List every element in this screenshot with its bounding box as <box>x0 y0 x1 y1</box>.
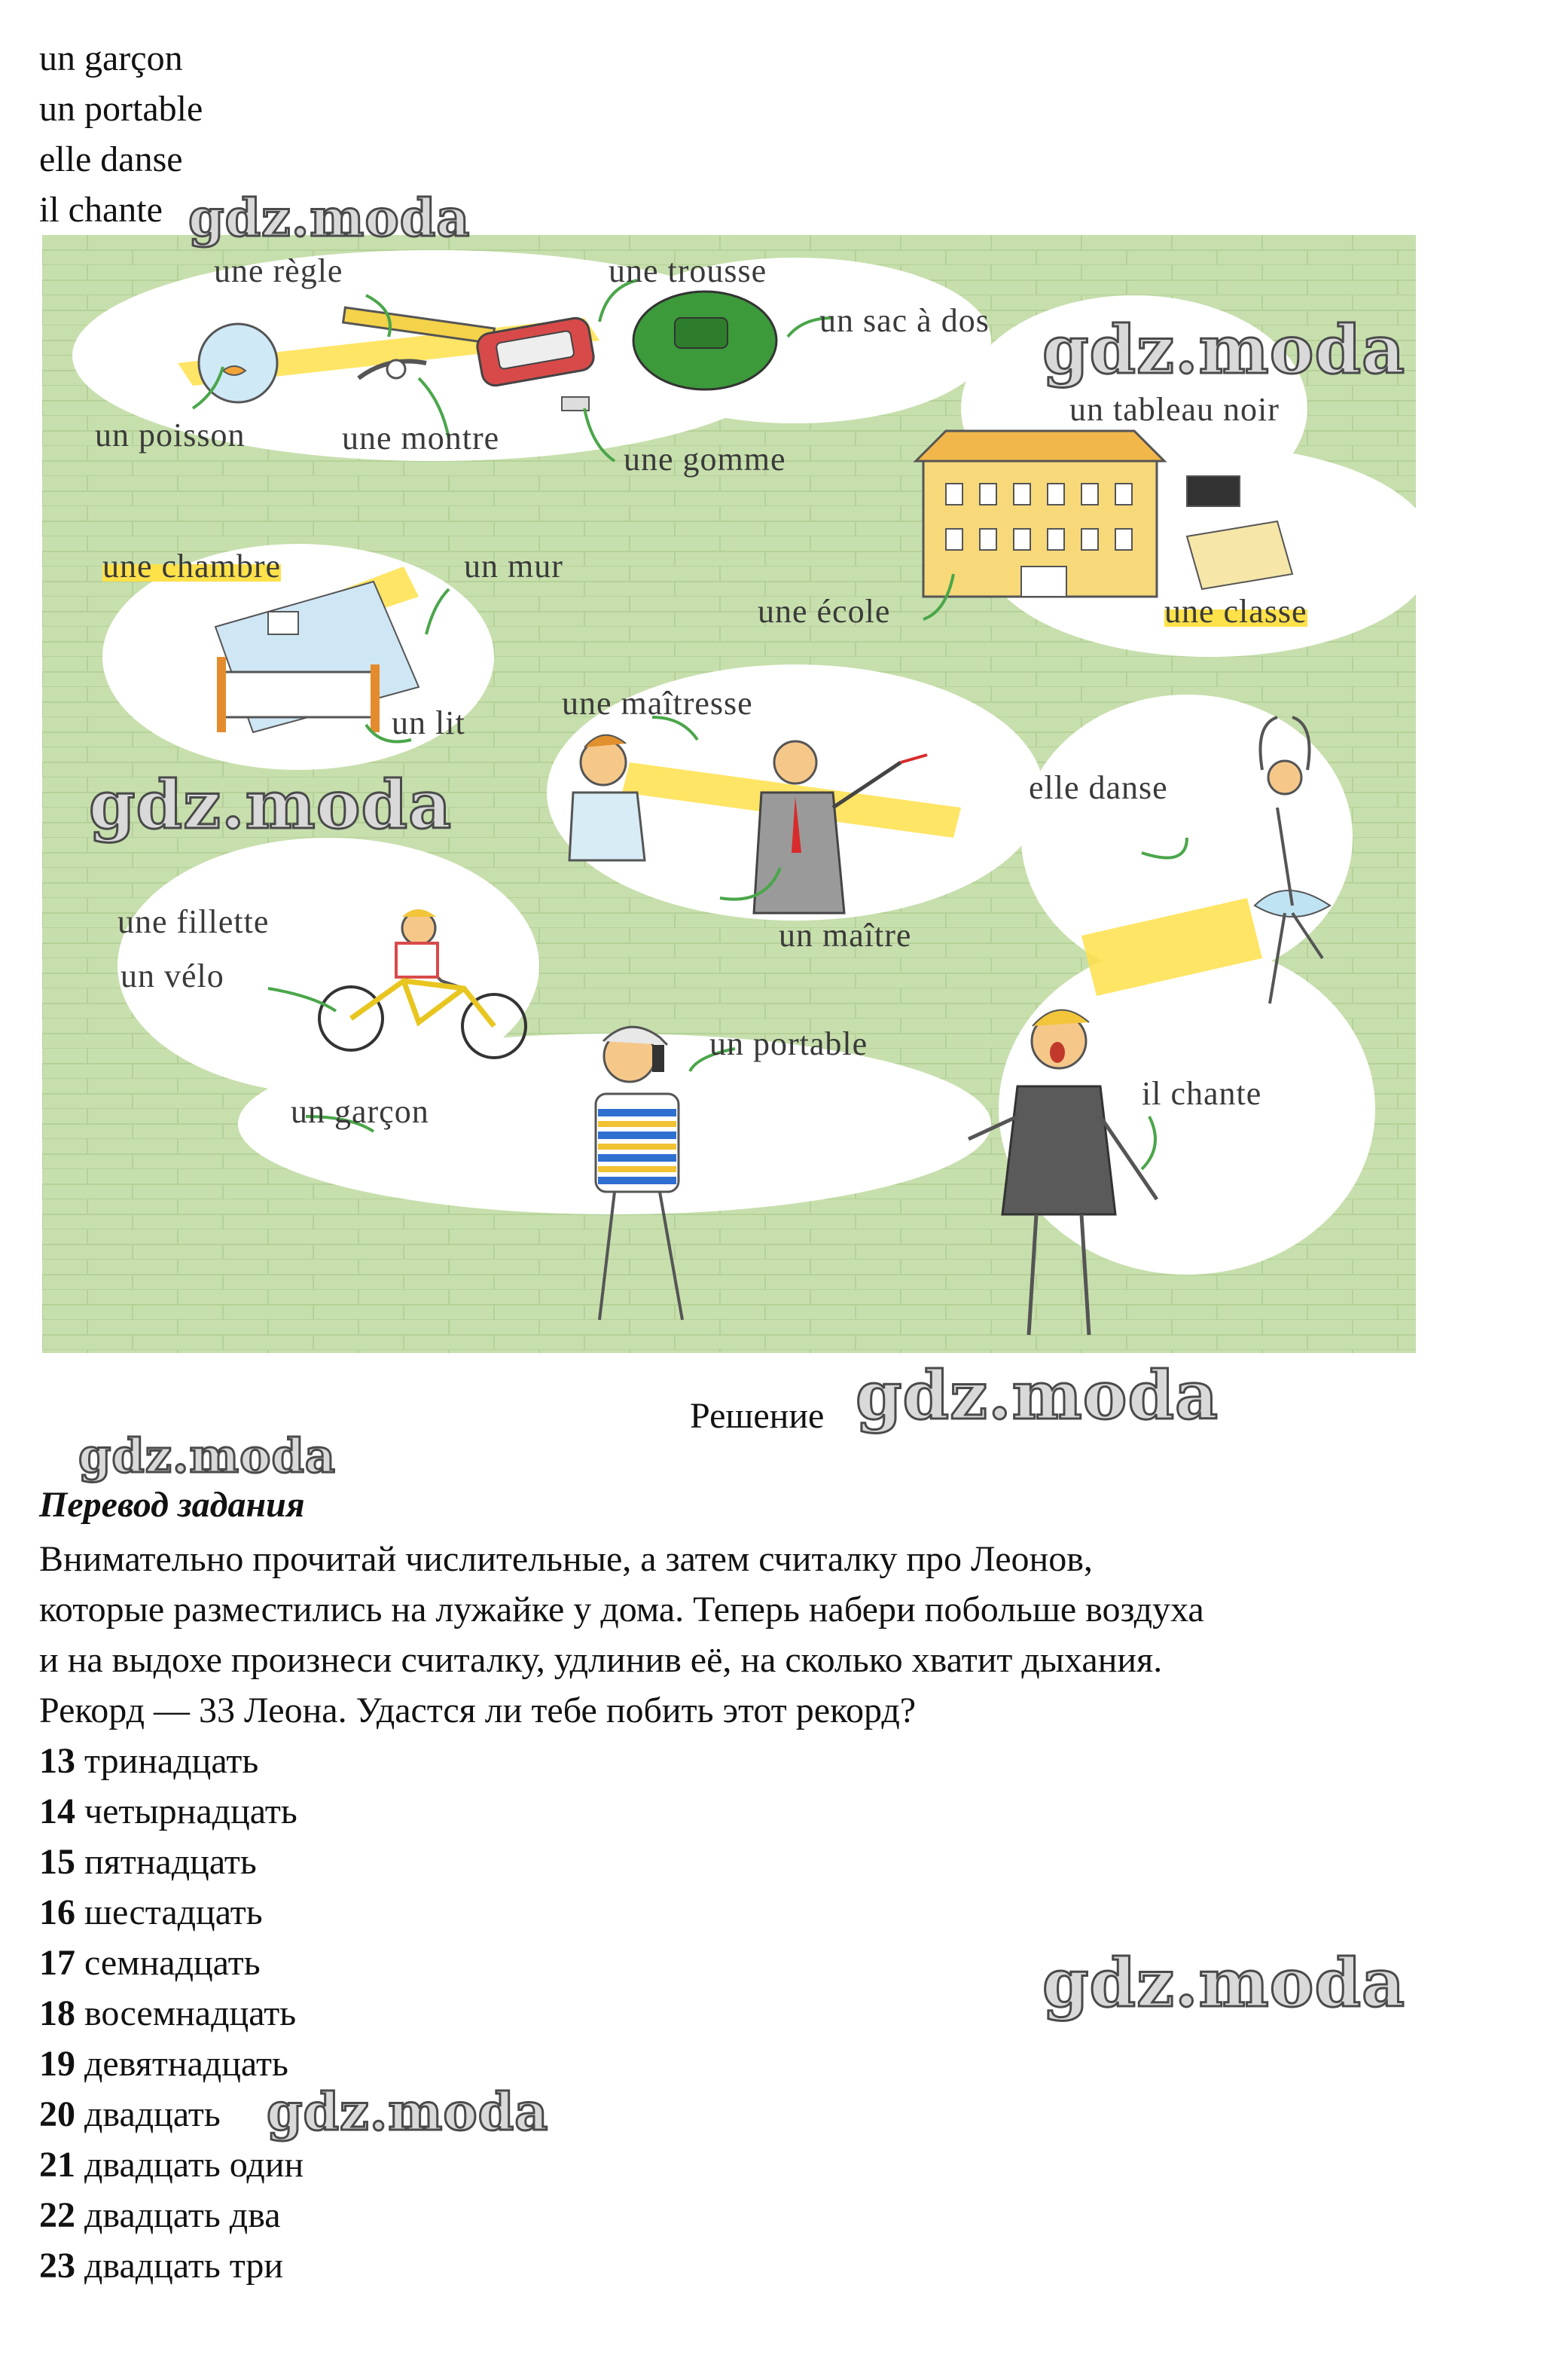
task-title: Перевод задания <box>39 1485 305 1525</box>
number-word: тринадцать <box>84 1741 259 1781</box>
label-une-trousse: une trousse <box>609 252 767 289</box>
label-une-classe: une classe <box>1164 593 1307 630</box>
watermark: gdz.moda <box>1042 310 1406 389</box>
watermark: gdz.moda <box>89 765 453 844</box>
number-word: шестадцать <box>84 1892 263 1932</box>
number-word: двадцать два <box>84 2195 281 2235</box>
task-text-line: Внимательно прочитай числительные, а затем считалку про Леонов, <box>39 1539 1093 1579</box>
number-value: 22 <box>39 2195 75 2235</box>
number-value: 14 <box>39 1791 75 1831</box>
label-une-gomme: une gomme <box>624 441 786 478</box>
solution-label: Решение <box>690 1396 825 1436</box>
label-un-garcon: un garçon <box>291 1093 429 1130</box>
label-un-lit: un lit <box>392 704 465 741</box>
number-word: девятнадцать <box>84 2044 288 2084</box>
label-un-poisson: un poisson <box>95 417 246 454</box>
number-word: пятнадцать <box>84 1842 257 1882</box>
top-word: un garçon <box>39 38 183 78</box>
number-row <box>39 1988 304 2039</box>
watermark: gdz.moda <box>1042 1944 1406 2022</box>
top-word-list <box>39 33 203 235</box>
number-row <box>39 2089 304 2140</box>
watermark: gdz.moda <box>78 1428 336 1483</box>
number-word: двадцать три <box>84 2246 284 2286</box>
watermark: gdz.moda <box>856 1356 1219 1434</box>
top-word: il chante <box>39 190 163 230</box>
watermark: gdz.moda <box>267 2082 549 2143</box>
number-row <box>39 2240 304 2291</box>
label-un-sac-a-dos: un sac à dos <box>819 302 990 339</box>
task-text <box>39 1534 1515 1736</box>
number-list <box>39 1736 304 2291</box>
number-row <box>39 2140 304 2190</box>
label-un-maitre: un maître <box>779 917 912 954</box>
number-row <box>39 1887 304 1938</box>
label-une-ecole: une école <box>758 593 891 630</box>
number-row <box>39 1786 304 1837</box>
number-value: 23 <box>39 2246 75 2286</box>
number-value: 20 <box>39 2094 75 2134</box>
label-une-regle: une règle <box>214 252 343 289</box>
number-word: четырнадцать <box>84 1791 297 1831</box>
label-un-velo: un vélo <box>120 958 224 994</box>
number-row <box>39 2039 304 2089</box>
label-un-portable: un portable <box>709 1025 868 1062</box>
label-une-maitresse: une maîtresse <box>562 685 753 722</box>
number-row <box>39 2190 304 2240</box>
number-value: 13 <box>39 1741 75 1781</box>
top-word: un portable <box>39 89 203 129</box>
number-value: 17 <box>39 1943 75 1983</box>
number-word: семнадцать <box>84 1943 261 1983</box>
label-un-tableau-noir: un tableau noir <box>1069 391 1280 428</box>
label-il-chante: il chante <box>1142 1075 1262 1112</box>
number-row <box>39 1938 304 1988</box>
task-text-line: Рекорд — 33 Леона. Удастся ли тебе побить этот рекорд? <box>39 1691 917 1730</box>
number-row <box>39 1736 304 1786</box>
task-text-line: и на выдохе произнеси считалку, удлинив её, на сколько хватит дыхания. <box>39 1640 1163 1680</box>
number-word: восемнадцать <box>84 1993 297 2033</box>
number-value: 21 <box>39 2145 75 2185</box>
label-une-montre: une montre <box>342 420 500 457</box>
task-text-line: которые разместились на лужайке у дома. Теперь набери побольше воздуха <box>39 1590 1204 1629</box>
label-elle-danse: elle danse <box>1029 769 1168 806</box>
label-une-fillette: une fillette <box>117 903 270 940</box>
number-value: 19 <box>39 2044 75 2084</box>
label-une-chambre: une chambre <box>102 548 281 585</box>
watermark: gdz.moda <box>188 188 471 249</box>
top-word: elle danse <box>39 139 183 179</box>
number-word: двадцать <box>84 2094 221 2134</box>
number-value: 15 <box>39 1842 75 1882</box>
number-value: 16 <box>39 1892 75 1932</box>
number-word: двадцать один <box>84 2145 304 2185</box>
number-value: 18 <box>39 1993 75 2033</box>
label-un-mur: un mur <box>464 548 563 585</box>
number-row <box>39 1837 304 1887</box>
